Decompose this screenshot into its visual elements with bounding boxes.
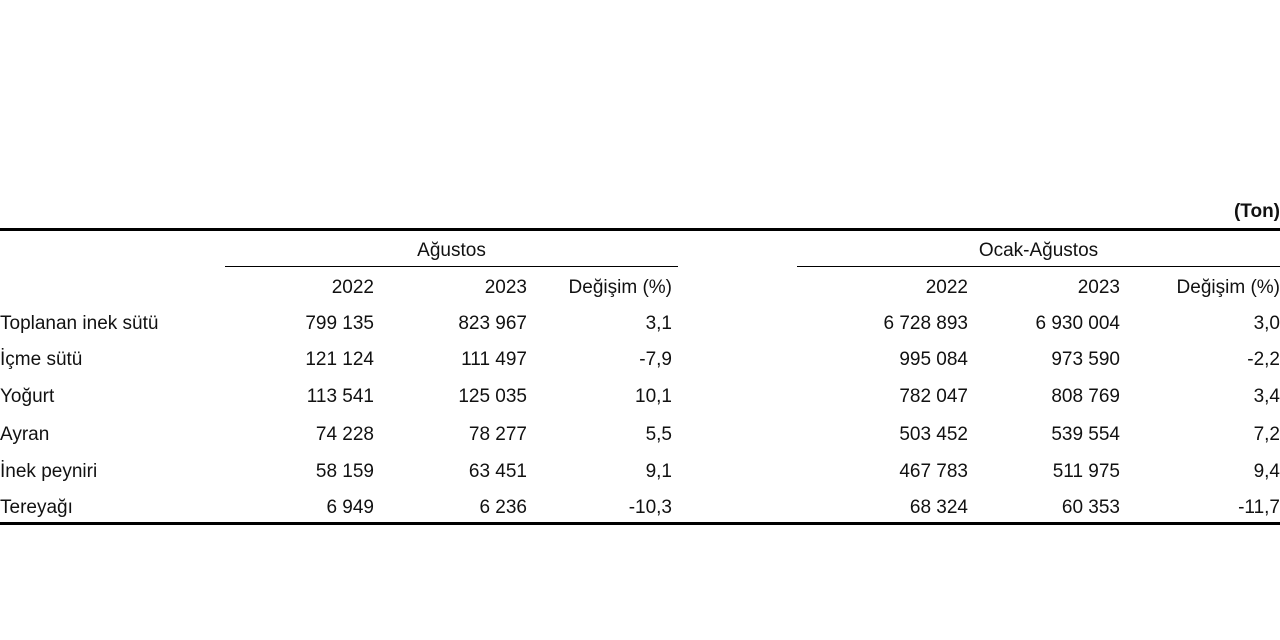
table-cell: 973 590: [1051, 349, 1120, 370]
table-cell: 7,2: [1253, 424, 1280, 445]
table-cell: -2,2: [1247, 349, 1280, 370]
table-cell: 10,1: [635, 386, 672, 407]
table-cell: 782 047: [899, 386, 968, 407]
table-cell: 6 949: [326, 497, 374, 518]
row-label: Toplanan inek sütü: [0, 313, 159, 334]
group-rule-monthly: [225, 266, 678, 267]
table-cell: 995 084: [899, 349, 968, 370]
table-cell: 63 451: [468, 461, 527, 482]
table-cell: 6 728 893: [883, 313, 968, 334]
table-cell: -11,7: [1238, 497, 1280, 518]
table-cell: 3,4: [1253, 386, 1280, 407]
table-cell: 808 769: [1051, 386, 1120, 407]
table-cell: 9,1: [645, 461, 672, 482]
group-rule-cumulative: [797, 266, 1280, 267]
table-cell: -10,3: [628, 497, 672, 518]
table-cell: 113 541: [306, 386, 374, 407]
unit-label: (Ton): [1233, 201, 1280, 222]
table-cell: 125 035: [458, 386, 527, 407]
table-cell: -7,9: [639, 349, 672, 370]
table-cell: 3,1: [645, 313, 672, 334]
column-header: 2023: [1077, 277, 1120, 298]
table-cell: 74 228: [315, 424, 374, 445]
table-cell: 3,0: [1253, 313, 1280, 334]
column-header: 2022: [925, 277, 968, 298]
table-cell: 823 967: [458, 313, 527, 334]
row-label: Tereyağı: [0, 497, 73, 518]
table-top-rule: [0, 228, 1280, 231]
table-cell: 467 783: [899, 461, 968, 482]
table-cell: 799 135: [305, 313, 374, 334]
table-cell: 78 277: [468, 424, 527, 445]
table-cell: 9,4: [1253, 461, 1280, 482]
table-cell: 6 236: [479, 497, 527, 518]
table-cell: 60 353: [1061, 497, 1120, 518]
table-cell: 111 497: [461, 349, 527, 370]
table-cell: 68 324: [909, 497, 968, 518]
row-label: Yoğurt: [0, 386, 55, 407]
table-bottom-rule: [0, 522, 1280, 525]
row-label: İnek peyniri: [0, 461, 98, 482]
row-label: İçme sütü: [0, 349, 83, 370]
group-header-monthly: Ağustos: [417, 240, 486, 261]
column-header: 2023: [484, 277, 527, 298]
table-cell: 539 554: [1051, 424, 1120, 445]
column-header: Değişim (%): [1176, 277, 1280, 298]
table-cell: 6 930 004: [1035, 313, 1120, 334]
column-header: Değişim (%): [568, 277, 672, 298]
group-header-cumulative: Ocak-Ağustos: [978, 240, 1099, 261]
table-cell: 511 975: [1052, 461, 1120, 482]
table-cell: 58 159: [315, 461, 374, 482]
row-label: Ayran: [0, 424, 50, 445]
column-header: 2022: [331, 277, 374, 298]
table-cell: 5,5: [645, 424, 672, 445]
table-cell: 503 452: [899, 424, 968, 445]
table-cell: 121 124: [305, 349, 374, 370]
